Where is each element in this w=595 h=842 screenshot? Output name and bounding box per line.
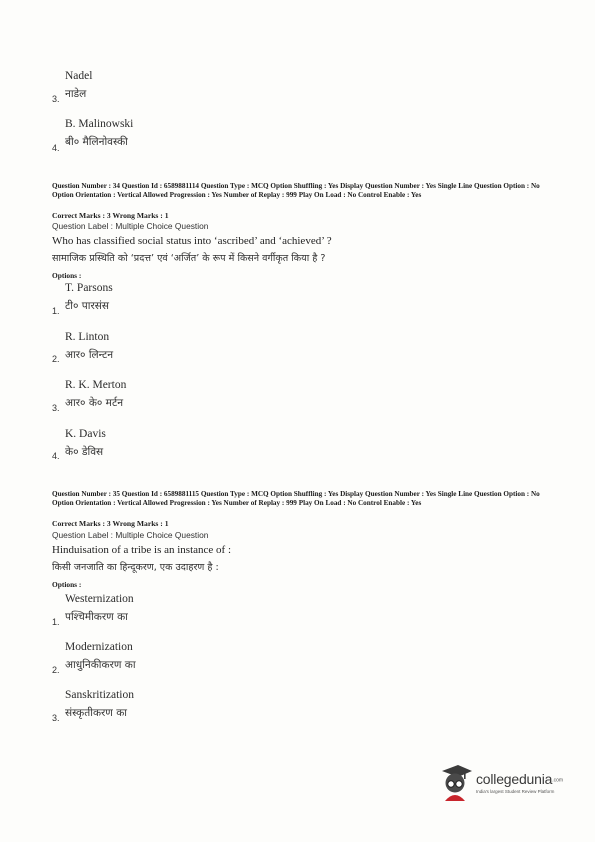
q35-options-label: Options : xyxy=(52,580,82,589)
q34-meta: Question Number : 34 Question Id : 6589881114 Question Type : MCQ Option Shuffling : Yes Display Question Number : Yes Single Line Question Option : No Option Orientation : Vertical Allowed Progression : Yes Number of Replay : 999 Play On Load : No Control Enable : Yes xyxy=(52,182,540,199)
q35-option-2-en: Modernization xyxy=(65,641,133,653)
q35-meta: Question Number : 35 Question Id : 6589881115 Question Type : MCQ Option Shuffling : Yes Display Question Number : Yes Single Line Question Option : No Option Orientation : Vertical Allowed Progression : Yes Number of Replay : 999 Play On Load : No Control Enable : Yes xyxy=(52,490,540,507)
q34-option-2-en: R. Linton xyxy=(65,331,110,343)
q34-option-3-en: R. K. Merton xyxy=(65,379,127,391)
q34-option-4-hi: के० डेविस xyxy=(65,446,104,458)
q34-marks: Correct Marks : 3 Wrong Marks : 1 xyxy=(52,211,169,220)
prev-option-4-hi: बी० मैलिनोवस्की xyxy=(65,136,128,148)
q34-option-1-hi: टी० पारसंस xyxy=(65,300,109,312)
prev-option-4-number: 4. xyxy=(52,143,60,153)
mascot-icon xyxy=(436,762,474,802)
q34-option-3-hi: आर० के० मर्टन xyxy=(65,397,124,409)
q35-question-hi: किसी जनजाति का हिन्दूकरण, एक उदाहरण है : xyxy=(52,562,219,573)
q35-label: Question Label : Multiple Choice Question xyxy=(52,530,209,540)
collegedunia-logo xyxy=(436,762,563,802)
prev-option-3-hi: नाडेल xyxy=(65,88,87,100)
q35-question-en: Hinduisation of a tribe is an instance of : xyxy=(52,544,232,556)
logo-suffix: .com xyxy=(552,776,564,783)
prev-option-4-en: B. Malinowski xyxy=(65,118,134,130)
q35-marks: Correct Marks : 3 Wrong Marks : 1 xyxy=(52,519,169,528)
q34-label: Question Label : Multiple Choice Question xyxy=(52,221,209,231)
prev-option-3-en: Nadel xyxy=(65,70,93,82)
q34-option-2-number: 2. xyxy=(52,354,60,364)
q35-option-3-hi: संस्कृतीकरण का xyxy=(65,707,128,719)
q35-option-2-hi: आधुनिकीकरण का xyxy=(65,659,136,671)
q34-question-hi: सामाजिक प्रस्थिति को ‘प्रदत्त’ एवं ‘अर्जित’ के रूप में किसने वर्गीकृत किया है ? xyxy=(52,253,326,264)
q34-option-1-number: 1. xyxy=(52,306,60,316)
q35-option-1-hi: पश्चिमीकरण का xyxy=(65,611,128,623)
q34-option-2-hi: आर० लिन्टन xyxy=(65,349,114,361)
q34-question-en: Who has classified social status into ‘ascribed’ and ‘achieved’ ? xyxy=(52,235,332,247)
logo-tagline: India's largest Student Review Platform xyxy=(476,788,555,794)
logo-name: collegedunia xyxy=(476,770,553,787)
q35-option-1-number: 1. xyxy=(52,617,60,627)
q34-option-4-number: 4. xyxy=(52,451,60,461)
q35-option-3-en: Sanskritization xyxy=(65,689,134,701)
prev-option-3-number: 3. xyxy=(52,94,60,104)
q34-option-3-number: 3. xyxy=(52,403,60,413)
q34-option-4-en: K. Davis xyxy=(65,428,106,440)
q35-option-1-en: Westernization xyxy=(65,593,134,605)
q34-options-label: Options : xyxy=(52,271,82,280)
q35-option-2-number: 2. xyxy=(52,665,60,675)
q35-option-3-number: 3. xyxy=(52,713,60,723)
q34-option-1-en: T. Parsons xyxy=(65,282,113,294)
